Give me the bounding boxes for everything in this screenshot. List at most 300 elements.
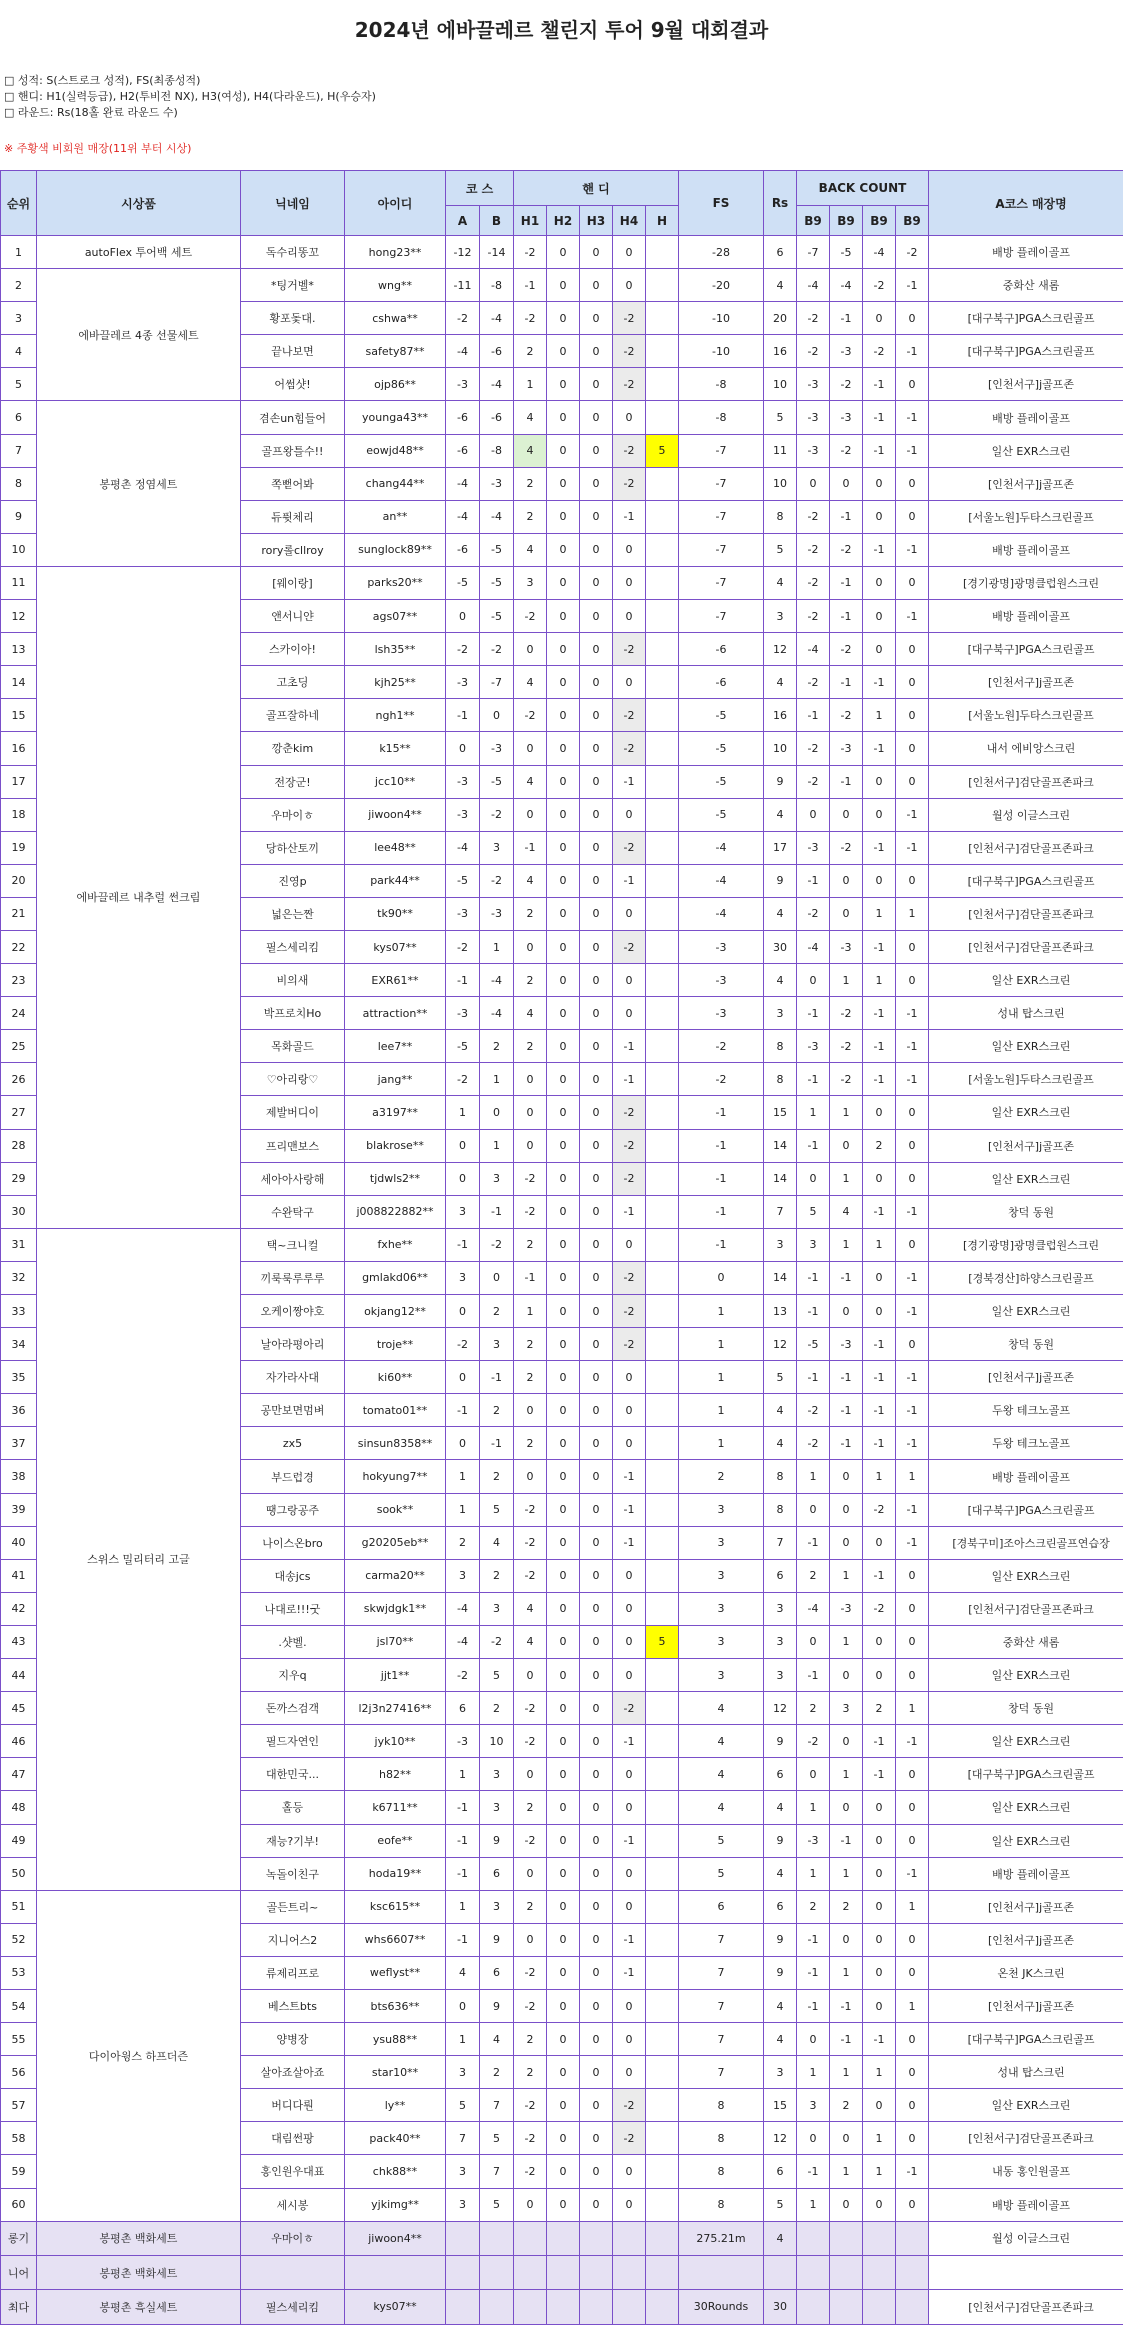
cell-b9-2: -3 — [830, 1328, 863, 1361]
header-handicap: 핸 디 — [514, 171, 679, 206]
cell-rs: 9 — [764, 864, 797, 897]
cell-b9-4: 0 — [896, 964, 929, 997]
cell-rank: 36 — [1, 1394, 37, 1427]
cell-h3: 0 — [580, 633, 613, 666]
cell-h1: 1 — [514, 368, 547, 401]
cell-fs: -28 — [679, 236, 764, 269]
cell-b9-1: -1 — [797, 1923, 830, 1956]
cell-b9-2: -2 — [830, 1030, 863, 1063]
cell-a: -4 — [446, 831, 480, 864]
cell-rank: 3 — [1, 302, 37, 335]
cell-rs: 10 — [764, 368, 797, 401]
cell-h2: 0 — [547, 1030, 580, 1063]
cell-nickname: 필스세리킴 — [241, 930, 345, 963]
cell-a: -6 — [446, 533, 480, 566]
cell-b9-3: -2 — [863, 335, 896, 368]
cell-fs: 8 — [679, 2122, 764, 2155]
cell-b9-1: 0 — [797, 964, 830, 997]
cell-b: -4 — [480, 302, 514, 335]
cell-rs: 12 — [764, 1692, 797, 1725]
cell-h4: 0 — [613, 1592, 646, 1625]
cell-b9-4: 0 — [896, 1096, 929, 1129]
cell-h1: 0 — [514, 1758, 547, 1791]
cell-a: 1 — [446, 1096, 480, 1129]
cell-h4: 0 — [613, 600, 646, 633]
cell-h3: 0 — [580, 930, 613, 963]
cell-id: fxhe** — [345, 1228, 446, 1261]
cell-h4: 0 — [613, 798, 646, 831]
cell-nickname: 겸손un힘들어 — [241, 401, 345, 434]
cell-nickname: 쪽뻗어봐 — [241, 467, 345, 500]
cell-b: -4 — [480, 964, 514, 997]
cell-id: jyk10** — [345, 1725, 446, 1758]
cell-rs: 4 — [764, 2023, 797, 2056]
cell-a: 1 — [446, 1890, 480, 1923]
cell-shop: [인천서구]검단골프존파크 — [929, 831, 1123, 864]
cell-rs: 8 — [764, 1030, 797, 1063]
award-rs: 30 — [764, 2290, 797, 2324]
cell-a: -1 — [446, 1923, 480, 1956]
cell-b9-2: 1 — [830, 2056, 863, 2089]
cell-b9-1: -1 — [797, 864, 830, 897]
award-empty — [863, 2290, 896, 2324]
award-prize: 봉평촌 흑실세트 — [37, 2290, 241, 2324]
cell-rank: 23 — [1, 964, 37, 997]
cell-rank: 28 — [1, 1129, 37, 1162]
cell-nickname: 앤서니얀 — [241, 600, 345, 633]
cell-h1: 0 — [514, 1460, 547, 1493]
cell-rank: 35 — [1, 1361, 37, 1394]
cell-b9-4: 0 — [896, 930, 929, 963]
cell-id: younga43** — [345, 401, 446, 434]
cell-a: 0 — [446, 1427, 480, 1460]
cell-b9-4: 0 — [896, 864, 929, 897]
cell-b9-2: 0 — [830, 467, 863, 500]
cell-b9-3: 2 — [863, 1692, 896, 1725]
cell-b: 9 — [480, 1923, 514, 1956]
cell-b9-1: -1 — [797, 1063, 830, 1096]
cell-b9-1: 0 — [797, 1162, 830, 1195]
cell-rs: 8 — [764, 1493, 797, 1526]
cell-rank: 57 — [1, 2089, 37, 2122]
cell-nickname: 날아라평아리 — [241, 1328, 345, 1361]
cell-b9-3: -1 — [863, 1559, 896, 1592]
cell-b9-3: 0 — [863, 798, 896, 831]
cell-shop: 일산 EXR스크린 — [929, 1725, 1123, 1758]
cell-shop: 성내 탑스크린 — [929, 2056, 1123, 2089]
cell-rs: 6 — [764, 236, 797, 269]
cell-rank: 11 — [1, 566, 37, 599]
cell-h2: 0 — [547, 434, 580, 467]
cell-b9-4: -2 — [896, 236, 929, 269]
cell-h1: 1 — [514, 1295, 547, 1328]
cell-h1: 4 — [514, 533, 547, 566]
header-a: A — [446, 206, 480, 236]
cell-h2: 0 — [547, 2155, 580, 2188]
cell-b9-3: -1 — [863, 831, 896, 864]
award-prize: 봉평촌 백화세트 — [37, 2221, 241, 2255]
cell-h — [646, 2122, 679, 2155]
cell-b9-1: -3 — [797, 1824, 830, 1857]
cell-rank: 55 — [1, 2023, 37, 2056]
cell-id: ojp86** — [345, 368, 446, 401]
cell-rs: 9 — [764, 765, 797, 798]
cell-b9-1: 0 — [797, 467, 830, 500]
cell-a: 3 — [446, 1195, 480, 1228]
cell-h1: -2 — [514, 1989, 547, 2022]
cell-b: -1 — [480, 1361, 514, 1394]
cell-rank: 29 — [1, 1162, 37, 1195]
cell-h — [646, 1758, 679, 1791]
cell-h3: 0 — [580, 434, 613, 467]
cell-b9-2: 0 — [830, 1295, 863, 1328]
cell-b9-3: 1 — [863, 2155, 896, 2188]
cell-b9-2: 0 — [830, 798, 863, 831]
cell-rs: 3 — [764, 600, 797, 633]
cell-h1: 0 — [514, 930, 547, 963]
cell-id: parks20** — [345, 566, 446, 599]
cell-h2: 0 — [547, 1725, 580, 1758]
prize-cell: autoFlex 투어백 세트 — [37, 236, 241, 269]
award-value — [679, 2255, 764, 2289]
cell-h — [646, 864, 679, 897]
cell-a: -4 — [446, 467, 480, 500]
cell-rs: 6 — [764, 1559, 797, 1592]
cell-h3: 0 — [580, 831, 613, 864]
cell-h1: 2 — [514, 1228, 547, 1261]
cell-h1: -2 — [514, 2122, 547, 2155]
award-empty — [613, 2255, 646, 2289]
award-type: 롱기 — [1, 2221, 37, 2255]
cell-rank: 14 — [1, 666, 37, 699]
cell-shop: 두왕 테크노골프 — [929, 1394, 1123, 1427]
cell-h2: 0 — [547, 1526, 580, 1559]
cell-h2: 0 — [547, 1295, 580, 1328]
cell-b9-1: 0 — [797, 1758, 830, 1791]
cell-h4: -2 — [613, 1295, 646, 1328]
cell-b9-4: 0 — [896, 732, 929, 765]
cell-b9-2: -1 — [830, 566, 863, 599]
cell-h1: -2 — [514, 1195, 547, 1228]
award-empty — [797, 2290, 830, 2324]
cell-h — [646, 997, 679, 1030]
cell-b9-1: -1 — [797, 1295, 830, 1328]
cell-h1: 2 — [514, 500, 547, 533]
cell-id: tk90** — [345, 897, 446, 930]
cell-shop: [인천서구]j골프존 — [929, 1361, 1123, 1394]
cell-b9-1: -1 — [797, 2155, 830, 2188]
cell-h4: 0 — [613, 2056, 646, 2089]
cell-nickname: ♡아리랑♡ — [241, 1063, 345, 1096]
cell-b: -5 — [480, 765, 514, 798]
cell-b9-1: -3 — [797, 831, 830, 864]
award-shop: [인천서구]검단골프존파크 — [929, 2290, 1123, 2324]
cell-b: 3 — [480, 1758, 514, 1791]
cell-b: -4 — [480, 500, 514, 533]
cell-h4: -2 — [613, 467, 646, 500]
cell-h — [646, 1460, 679, 1493]
cell-h — [646, 2155, 679, 2188]
cell-b: 4 — [480, 1526, 514, 1559]
cell-rs: 4 — [764, 1857, 797, 1890]
cell-shop: 성내 탑스크린 — [929, 997, 1123, 1030]
cell-b9-3: -1 — [863, 533, 896, 566]
cell-b9-3: -2 — [863, 269, 896, 302]
cell-b9-4: -1 — [896, 1295, 929, 1328]
cell-b9-1: -3 — [797, 368, 830, 401]
table-row — [1, 401, 1123, 434]
cell-b9-2: -1 — [830, 302, 863, 335]
cell-h4: 0 — [613, 1989, 646, 2022]
cell-h4: -1 — [613, 1923, 646, 1956]
cell-b9-4: -1 — [896, 831, 929, 864]
cell-h3: 0 — [580, 1824, 613, 1857]
cell-b9-4: 0 — [896, 1625, 929, 1658]
cell-h — [646, 335, 679, 368]
cell-b9-1: 0 — [797, 1493, 830, 1526]
cell-h2: 0 — [547, 864, 580, 897]
cell-h4: -2 — [613, 302, 646, 335]
cell-b9-4: -1 — [896, 335, 929, 368]
cell-shop: [인천서구]j골프존 — [929, 1989, 1123, 2022]
cell-h3: 0 — [580, 368, 613, 401]
award-value: 30Rounds — [679, 2290, 764, 2324]
cell-h3: 0 — [580, 1328, 613, 1361]
cell-h1: 2 — [514, 897, 547, 930]
cell-h1: 2 — [514, 467, 547, 500]
cell-b: 6 — [480, 1857, 514, 1890]
cell-h1: -2 — [514, 1162, 547, 1195]
cell-h2: 0 — [547, 1096, 580, 1129]
cell-b9-3: 1 — [863, 897, 896, 930]
award-empty — [514, 2221, 547, 2255]
cell-rs: 9 — [764, 1923, 797, 1956]
cell-fs: 3 — [679, 1559, 764, 1592]
cell-rs: 4 — [764, 1791, 797, 1824]
cell-fs: -5 — [679, 732, 764, 765]
cell-shop: 배방 플레이골프 — [929, 600, 1123, 633]
cell-h2: 0 — [547, 1923, 580, 1956]
cell-h — [646, 533, 679, 566]
cell-b: 1 — [480, 1129, 514, 1162]
cell-h1: 0 — [514, 1129, 547, 1162]
award-empty — [580, 2221, 613, 2255]
cell-id: tjdwls2** — [345, 1162, 446, 1195]
cell-rank: 40 — [1, 1526, 37, 1559]
cell-b9-3: -1 — [863, 1758, 896, 1791]
cell-h2: 0 — [547, 1427, 580, 1460]
cell-b9-2: 1 — [830, 1162, 863, 1195]
cell-b9-1: -2 — [797, 732, 830, 765]
cell-b9-1: 0 — [797, 2122, 830, 2155]
cell-h4: -1 — [613, 1526, 646, 1559]
cell-b9-1: -1 — [797, 699, 830, 732]
cell-b9-2: -5 — [830, 236, 863, 269]
cell-h1: 4 — [514, 401, 547, 434]
cell-b9-4: 1 — [896, 1989, 929, 2022]
cell-b9-1: -1 — [797, 1261, 830, 1294]
cell-h1: -2 — [514, 600, 547, 633]
cell-rank: 1 — [1, 236, 37, 269]
cell-b9-4: -1 — [896, 1361, 929, 1394]
cell-b9-3: -1 — [863, 1195, 896, 1228]
cell-rank: 8 — [1, 467, 37, 500]
cell-b9-1: -2 — [797, 666, 830, 699]
cell-id: hoda19** — [345, 1857, 446, 1890]
cell-id: whs6607** — [345, 1923, 446, 1956]
cell-h4: -1 — [613, 1063, 646, 1096]
cell-h1: 4 — [514, 1592, 547, 1625]
cell-nickname: 당하산토끼 — [241, 831, 345, 864]
cell-id: park44** — [345, 864, 446, 897]
cell-nickname: 골프왕틀수!! — [241, 434, 345, 467]
cell-rank: 26 — [1, 1063, 37, 1096]
cell-h2: 0 — [547, 600, 580, 633]
cell-nickname: 지우q — [241, 1659, 345, 1692]
cell-id: sook** — [345, 1493, 446, 1526]
cell-h2: 0 — [547, 1493, 580, 1526]
cell-shop: [인천서구]j골프존 — [929, 467, 1123, 500]
cell-h3: 0 — [580, 1162, 613, 1195]
cell-b9-1: 3 — [797, 1228, 830, 1261]
cell-id: kys07** — [345, 930, 446, 963]
cell-h4: 0 — [613, 1559, 646, 1592]
cell-b9-2: -2 — [830, 533, 863, 566]
award-rs — [764, 2255, 797, 2289]
header-course: 코 스 — [446, 171, 514, 206]
cell-b9-4: 0 — [896, 1559, 929, 1592]
cell-id: yjkimg** — [345, 2188, 446, 2221]
cell-h1: 0 — [514, 1857, 547, 1890]
cell-h3: 0 — [580, 1493, 613, 1526]
cell-shop: [인천서구]검단골프존파크 — [929, 2122, 1123, 2155]
cell-rs: 5 — [764, 1361, 797, 1394]
cell-h1: 2 — [514, 1030, 547, 1063]
cell-h — [646, 831, 679, 864]
cell-b: 2 — [480, 1692, 514, 1725]
cell-b: 1 — [480, 1063, 514, 1096]
cell-nickname: 끼룩룩루루루 — [241, 1261, 345, 1294]
cell-b9-1: -2 — [797, 335, 830, 368]
cell-a: -3 — [446, 666, 480, 699]
cell-h — [646, 1890, 679, 1923]
cell-rs: 6 — [764, 1890, 797, 1923]
cell-h — [646, 699, 679, 732]
cell-b9-4: -1 — [896, 434, 929, 467]
cell-b9-4: -1 — [896, 1063, 929, 1096]
cell-id: lsh35** — [345, 633, 446, 666]
cell-b9-2: -1 — [830, 765, 863, 798]
cell-id: ksc615** — [345, 1890, 446, 1923]
cell-h3: 0 — [580, 467, 613, 500]
award-empty — [446, 2255, 480, 2289]
cell-nickname: 끝나보면 — [241, 335, 345, 368]
cell-h4: -2 — [613, 831, 646, 864]
cell-b9-4: -1 — [896, 997, 929, 1030]
cell-b9-1: -2 — [797, 302, 830, 335]
cell-fs: -3 — [679, 997, 764, 1030]
cell-b: 4 — [480, 2023, 514, 2056]
cell-b9-2: -2 — [830, 831, 863, 864]
header-prize: 시상품 — [37, 171, 241, 236]
cell-h3: 0 — [580, 1890, 613, 1923]
cell-rank: 42 — [1, 1592, 37, 1625]
non-member-note: ※ 주황색 비회원 매장(11위 부터 시상) — [4, 140, 191, 156]
cell-b: 5 — [480, 2122, 514, 2155]
cell-h — [646, 467, 679, 500]
cell-fs: 0 — [679, 1261, 764, 1294]
cell-rs: 4 — [764, 964, 797, 997]
cell-rs: 16 — [764, 335, 797, 368]
cell-id: jiwoon4** — [345, 798, 446, 831]
cell-b9-2: 0 — [830, 1129, 863, 1162]
cell-nickname: rory롤cllroy — [241, 533, 345, 566]
cell-b9-3: 2 — [863, 1129, 896, 1162]
cell-id: tomato01** — [345, 1394, 446, 1427]
cell-b9-3: 0 — [863, 302, 896, 335]
cell-h1: -2 — [514, 1956, 547, 1989]
cell-b9-4: -1 — [896, 1725, 929, 1758]
header-b9-1: B9 — [797, 206, 830, 236]
cell-nickname: 진영p — [241, 864, 345, 897]
cell-rs: 12 — [764, 633, 797, 666]
cell-h4: -2 — [613, 434, 646, 467]
cell-b: 7 — [480, 2155, 514, 2188]
cell-h3: 0 — [580, 1129, 613, 1162]
cell-b9-1: -2 — [797, 765, 830, 798]
cell-b9-3: 0 — [863, 2188, 896, 2221]
cell-rank: 31 — [1, 1228, 37, 1261]
cell-shop: 배방 플레이골프 — [929, 401, 1123, 434]
cell-a: -1 — [446, 1791, 480, 1824]
cell-rs: 4 — [764, 897, 797, 930]
cell-id: k15** — [345, 732, 446, 765]
header-b9-4: B9 — [896, 206, 929, 236]
award-rs: 4 — [764, 2221, 797, 2255]
cell-h3: 0 — [580, 236, 613, 269]
cell-id: okjang12** — [345, 1295, 446, 1328]
cell-h2: 0 — [547, 368, 580, 401]
cell-b9-1: -1 — [797, 1526, 830, 1559]
cell-fs: 3 — [679, 1625, 764, 1658]
cell-b9-2: -1 — [830, 1361, 863, 1394]
cell-shop: [인천서구]j골프존 — [929, 666, 1123, 699]
cell-b9-4: 0 — [896, 500, 929, 533]
cell-id: chk88** — [345, 2155, 446, 2188]
cell-rs: 4 — [764, 1394, 797, 1427]
cell-b: -2 — [480, 864, 514, 897]
cell-h1: 0 — [514, 1659, 547, 1692]
cell-h1: 2 — [514, 1427, 547, 1460]
cell-h4: 0 — [613, 1659, 646, 1692]
cell-shop: [대구북구]PGA스크린골프 — [929, 302, 1123, 335]
cell-b9-2: 1 — [830, 1625, 863, 1658]
cell-h4: -2 — [613, 699, 646, 732]
table-row — [1, 1890, 1123, 1923]
cell-rank: 37 — [1, 1427, 37, 1460]
cell-b: 5 — [480, 1659, 514, 1692]
cell-shop: 창덕 동원 — [929, 1195, 1123, 1228]
cell-a: 3 — [446, 1261, 480, 1294]
cell-h1: -1 — [514, 831, 547, 864]
cell-h2: 0 — [547, 1956, 580, 1989]
award-row — [1, 2290, 1123, 2324]
cell-rs: 4 — [764, 666, 797, 699]
cell-b9-3: 1 — [863, 1228, 896, 1261]
award-empty — [797, 2221, 830, 2255]
cell-nickname: 목화골드 — [241, 1030, 345, 1063]
cell-rank: 32 — [1, 1261, 37, 1294]
